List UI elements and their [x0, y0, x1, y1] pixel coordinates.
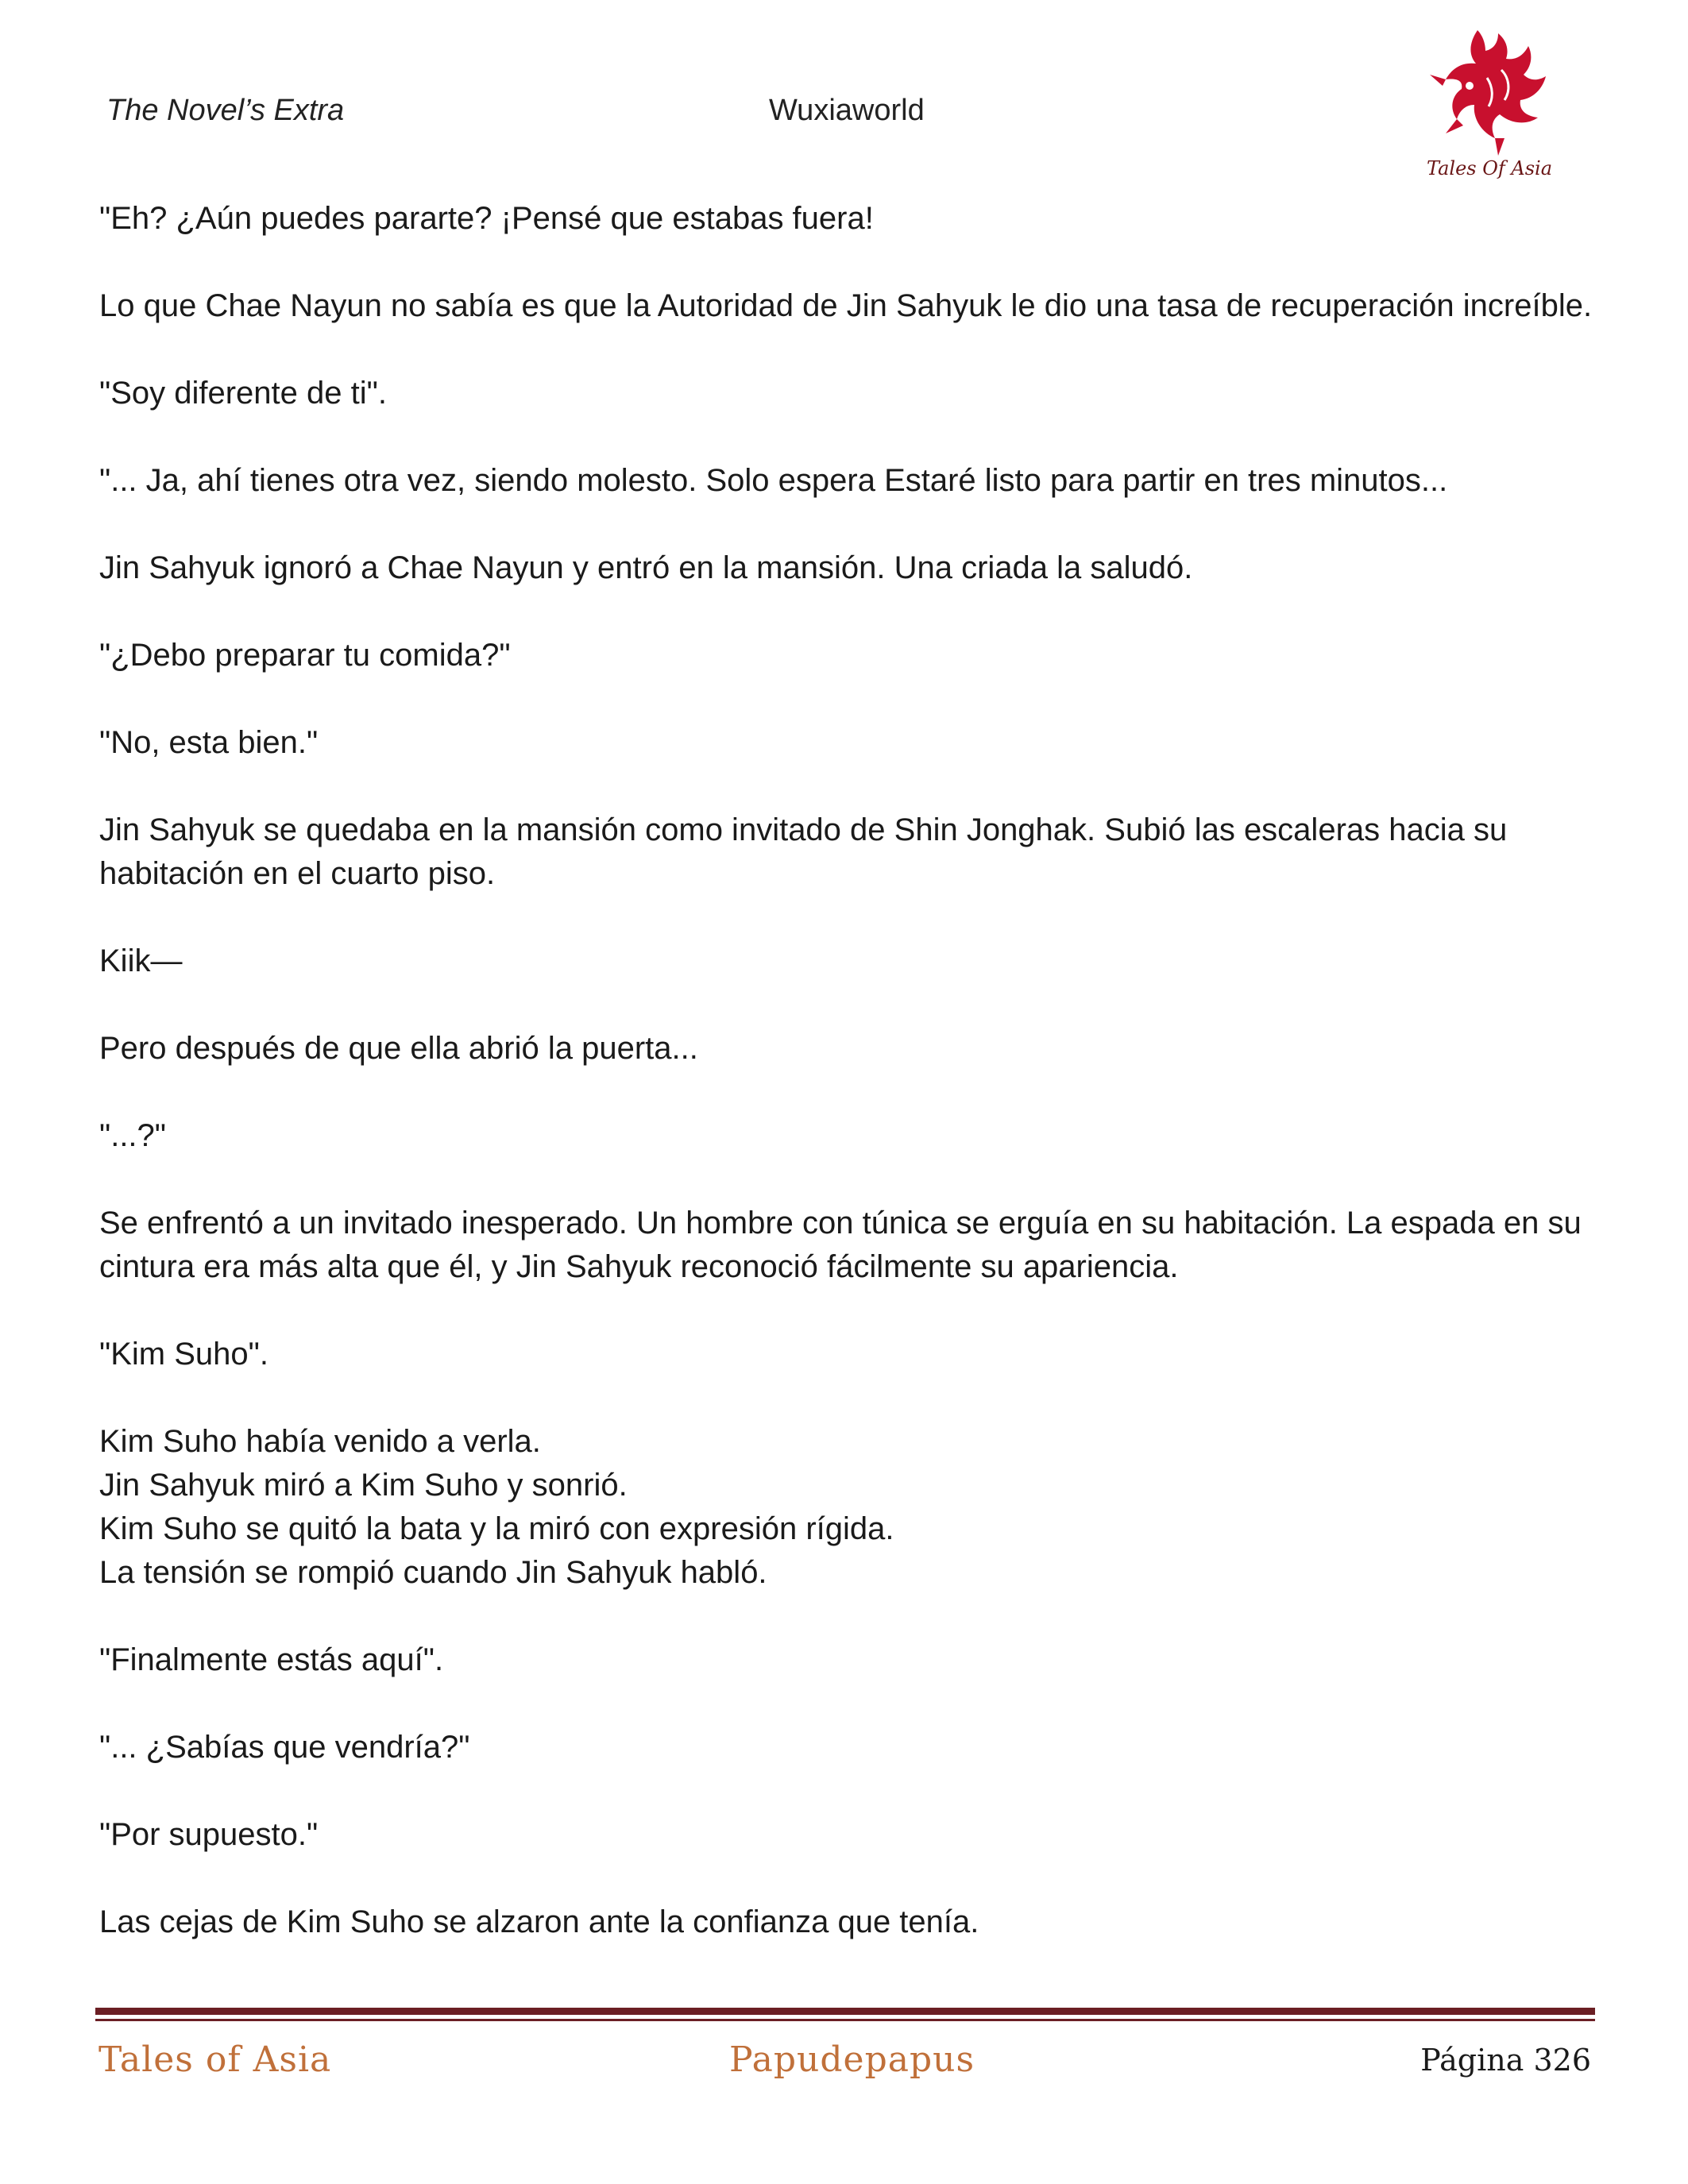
- paragraph: La tensión se rompió cuando Jin Sahyuk habló.: [99, 1555, 767, 1590]
- paragraph: "...?": [99, 1118, 166, 1153]
- book-title: The Novel’s Extra: [106, 94, 345, 127]
- footer-rule-thin: [95, 2019, 1595, 2021]
- paragraph: Kim Suho se quitó la bata y la miró con expresión rígida.: [99, 1511, 894, 1546]
- footer-translator: Papudepapus: [729, 2039, 975, 2080]
- paragraph: Jin Sahyuk ignoró a Chae Nayun y entró en la mansión. Una criada la saludó.: [99, 550, 1193, 585]
- paragraph: "Kim Suho".: [99, 1337, 268, 1372]
- paragraph: Jin Sahyuk se quedaba en la mansión como invitado de Shin Jonghak. Subió las escaleras hacia su habitación en el cuarto piso.: [99, 812, 1508, 891]
- page-number: Página 326: [1420, 2043, 1591, 2078]
- paragraph: "Eh? ¿Aún puedes pararte? ¡Pensé que estabas fuera!: [99, 201, 874, 236]
- paragraph: Lo que Chae Nayun no sabía es que la Autoridad de Jin Sahyuk le dio una tasa de recuperación increíble.: [99, 288, 1593, 323]
- red-dragon-icon: [1422, 22, 1557, 165]
- footer-rule-thick: [95, 2008, 1595, 2015]
- logo-text: Tales Of Asia: [1426, 157, 1553, 179]
- paragraph: "Soy diferente de ti".: [99, 376, 387, 411]
- paragraph: "Por supuesto.": [99, 1817, 319, 1852]
- paragraph: "... Ja, ahí tienes otra vez, siendo molesto. Solo espera Estaré listo para partir en tres minutos...: [99, 463, 1448, 498]
- paragraph: Las cejas de Kim Suho se alzaron ante la confianza que tenía.: [99, 1904, 979, 1939]
- paragraph: Pero después de que ella abrió la puerta...: [99, 1031, 698, 1066]
- paragraph: "... ¿Sabías que vendría?": [99, 1730, 470, 1765]
- paragraph: "Finalmente estás aquí".: [99, 1642, 444, 1677]
- chapter-body: [99, 197, 1593, 1988]
- paragraph: Kim Suho había venido a verla.: [99, 1424, 541, 1459]
- paragraph: Kiik—: [99, 943, 183, 978]
- site-name: Wuxiaworld: [769, 94, 925, 127]
- paragraph: "No, esta bien.": [99, 725, 319, 760]
- tales-of-asia-logo: [1422, 22, 1557, 189]
- paragraph: Se enfrentó a un invitado inesperado. Un hombre con túnica se erguía en su habitación. La espada en su cintura era más alta que él, y Jin Sahyuk reconoció fácilmente su apariencia.: [99, 1206, 1582, 1284]
- paragraph: "¿Debo preparar tu comida?": [99, 638, 511, 673]
- footer-publisher: Tales of Asia: [98, 2039, 332, 2080]
- paragraph: Jin Sahyuk miró a Kim Suho y sonrió.: [99, 1468, 628, 1503]
